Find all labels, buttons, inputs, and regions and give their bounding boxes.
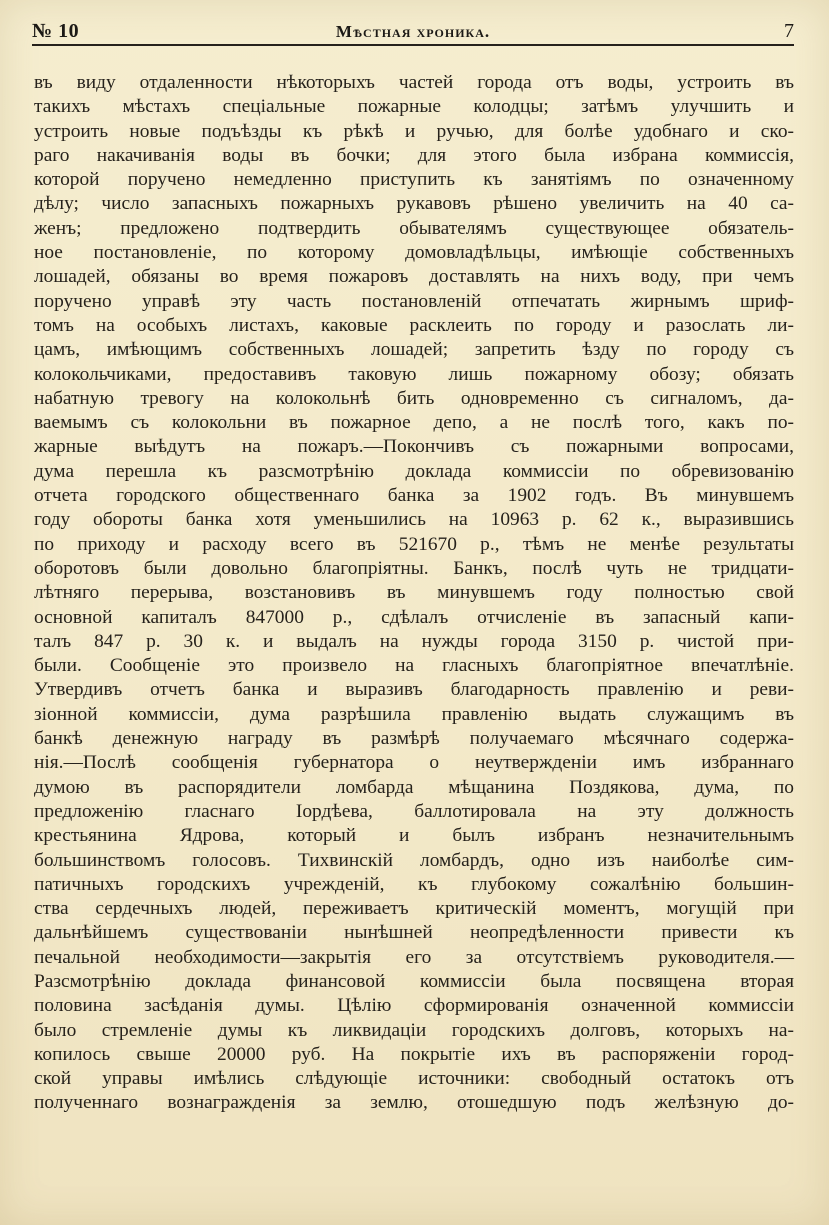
text-line: по приходу и расходу всего въ 521670 р., тѣмъ не менѣе результаты <box>34 533 794 555</box>
text-line: раго накачиванія воды въ бочки; для этого была избрана коммиссія, <box>34 144 794 166</box>
text-line: колокольчиками, предоставивъ таковую лишь пожарному обозу; обязать <box>34 363 794 385</box>
text-line: Утвердивъ отчетъ банка и выразивъ благодарность правленію и реви- <box>34 679 794 701</box>
text-line: устроить новые подъѣзды къ рѣкѣ и ручью, для болѣе удобнаго и ско- <box>34 120 794 142</box>
section-title: Мѣстная хроника. <box>335 22 491 41</box>
text-line: крестьянина Ядрова, который и былъ избранъ незначительнымъ <box>34 825 794 847</box>
text-line: жарные выѣдутъ на пожаръ.—Покончивъ съ пожарными вопросами, <box>34 436 794 458</box>
text-line: лошадей, обязаны во время пожаровъ доставлять на нихъ воду, при чемъ <box>34 266 794 288</box>
text-line: предложенію гласнаго Іордѣева, баллотировала на эту должность <box>34 800 794 822</box>
text-line: дальнѣйшемъ существованіи нынѣшней неопредѣленности привести къ <box>34 922 794 944</box>
text-line: были. Сообщеніе это произвело на гласныхъ благопріятное впечатлѣніе. <box>34 655 794 677</box>
text-line: половина засѣданія думы. Цѣлію сформированія означенной коммиссіи <box>34 995 794 1017</box>
text-line: набатную тревогу на колокольнѣ бить одновременно съ сигналомъ, да- <box>34 387 794 409</box>
text-line: поручено управѣ эту часть постановленій отпечатать жирнымъ шриф- <box>34 290 794 312</box>
text-line: въ виду отдаленности нѣкоторыхъ частей города отъ воды, устроить въ <box>34 72 794 93</box>
text-line: оборотовъ были довольно благопріятны. Банкъ, послѣ чуть не тридцати- <box>34 557 794 579</box>
text-line: большинствомъ голосовъ. Тихвинскій ломбардъ, одно изъ наиболѣе сим- <box>34 849 794 871</box>
text-line: думою въ распорядители ломбарда мѣщанина Поздякова, дума, по <box>34 776 794 798</box>
text-line: лѣтняго перерыва, возстановивъ въ минувшемъ году полностью свой <box>34 582 794 604</box>
text-line: цамъ, имѣющимъ собственныхъ лошадей; запретить ѣзду по городу съ <box>34 339 794 361</box>
article-body <box>34 71 794 1116</box>
text-line: томъ на особыхъ листахъ, каковые расклеить по городу и разослать ли- <box>34 314 794 336</box>
issue-number: № 10 <box>32 20 80 42</box>
text-line: патичныхъ городскихъ учрежденій, къ глубокому сожалѣнію большин- <box>34 873 794 895</box>
text-line: ваемымъ съ колокольни въ пожарное депо, а не послѣ того, какъ по- <box>34 412 794 434</box>
text-line: дѣлу; число запасныхъ пожарныхъ рукавовъ рѣшено увеличить на 40 са- <box>34 193 794 215</box>
text-line: банкѣ денежную награду въ размѣрѣ получаемаго мѣсячнаго содержа- <box>34 728 794 750</box>
text-line: ное постановленіе, по которому домовладѣльцы, имѣющіе собственныхъ <box>34 242 794 264</box>
text-line: копилось свыше 20000 руб. На покрытіе ихъ въ распоряженіи город- <box>34 1043 794 1065</box>
text-line: талъ 847 р. 30 к. и выдалъ на нужды города 3150 р. чистой при- <box>34 630 794 652</box>
text-line: году обороты банка хотя уменьшились на 10963 р. 62 к., выразившись <box>34 509 794 531</box>
text-line: нія.—Послѣ сообщенія губернатора о неутвержденіи имъ избраннаго <box>34 752 794 774</box>
text-line: полученнаго вознагражденія за землю, отошедшую подъ желѣзную до- <box>34 1092 794 1114</box>
text-line: ской управы имѣлись слѣдующіе источники: свободный остатокъ отъ <box>34 1068 794 1090</box>
text-line: женъ; предложено подтвердить обывателямъ существующее обязатель- <box>34 217 794 239</box>
text-line: отчета городского общественнаго банка за 1902 годъ. Въ минувшемъ <box>34 485 794 507</box>
header-rule <box>32 44 794 46</box>
page-number: 7 <box>784 20 794 42</box>
text-line: которой поручено немедленно приступить къ занятіямъ по означенному <box>34 169 794 191</box>
text-line: ства сердечныхъ людей, переживаетъ критическій моментъ, могущій при <box>34 898 794 920</box>
text-line: зіонной коммиссіи, дума разрѣшила правленію выдать служащимъ въ <box>34 703 794 725</box>
text-line: было стремленіе думы къ ликвидаціи городскихъ долговъ, которыхъ на- <box>34 1019 794 1041</box>
text-line: такихъ мѣстахъ спеціальные пожарные колодцы; затѣмъ улучшить и <box>34 96 794 118</box>
text-line: Разсмотрѣнію доклада финансовой коммиссіи была посвящена вторая <box>34 970 794 992</box>
text-line: дума перешла къ разсмотрѣнію доклада коммиссіи по обревизованію <box>34 460 794 482</box>
text-line: основной капиталъ 847000 р., сдѣлалъ отчисленіе въ запасный капи- <box>34 606 794 628</box>
text-line: печальной необходимости—закрытія его за отсутствіемъ руководителя.— <box>34 946 794 968</box>
